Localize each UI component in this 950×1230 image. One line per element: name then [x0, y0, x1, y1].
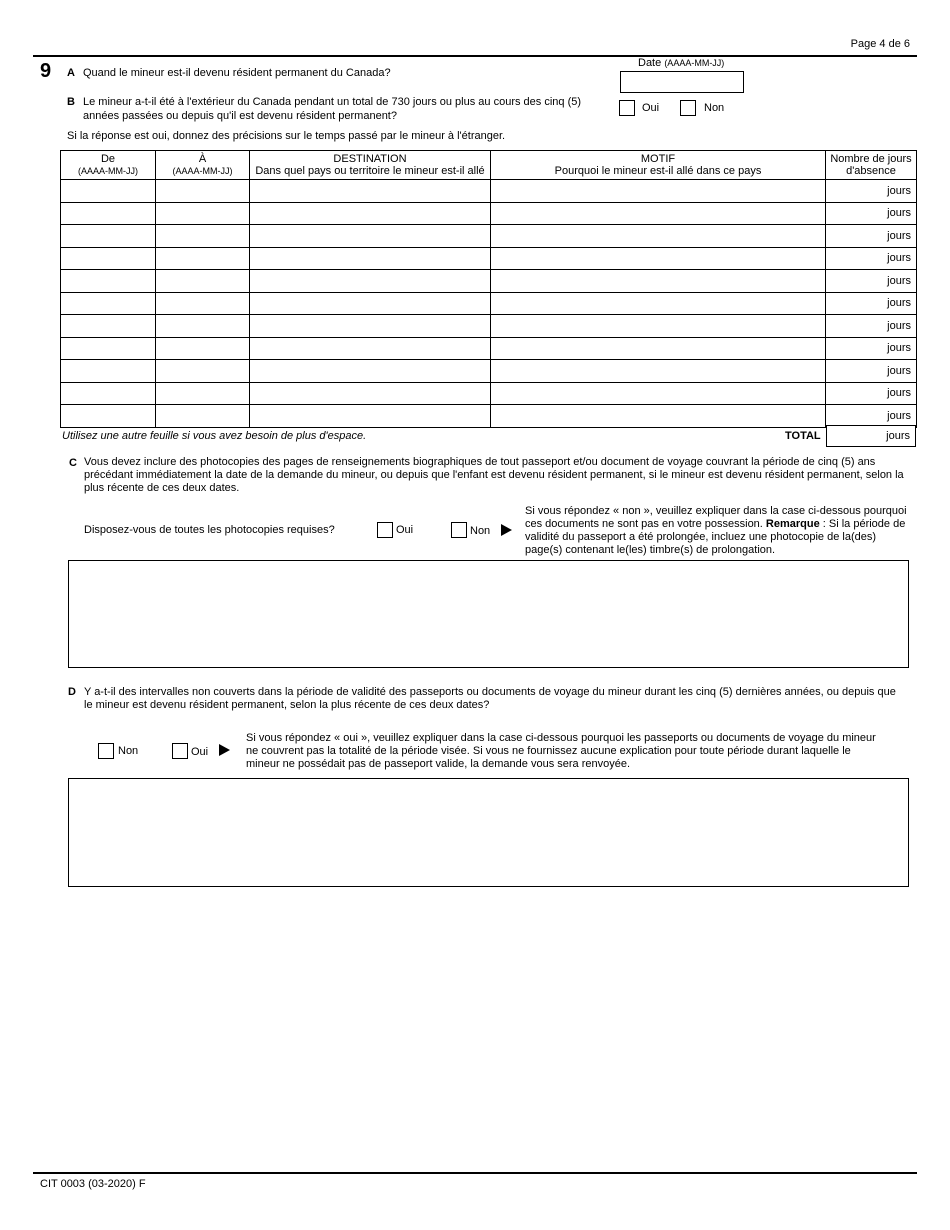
c-explanation-box[interactable] [68, 560, 909, 668]
days-cell[interactable]: jours [826, 247, 917, 270]
c-remark-label: Remarque [765, 518, 820, 530]
section-c-letter: C [69, 457, 77, 469]
details-prompt: Si la réponse est oui, donnez des précisions sur le temps passé par le mineur à l'étranger. [67, 130, 506, 142]
to-date-cell[interactable] [156, 360, 250, 383]
c-non-checkbox[interactable] [451, 522, 467, 538]
reason-cell[interactable] [491, 270, 826, 293]
from-date-cell[interactable] [61, 382, 156, 405]
col-destination-title: DESTINATION [333, 153, 407, 165]
from-date-cell[interactable] [61, 247, 156, 270]
reason-cell[interactable] [491, 382, 826, 405]
section-number: 9 [40, 60, 52, 82]
to-date-cell[interactable] [156, 247, 250, 270]
days-cell[interactable]: jours [826, 270, 917, 293]
date-label [638, 57, 724, 69]
d-arrow-icon [219, 744, 230, 756]
from-date-cell[interactable] [61, 360, 156, 383]
b-oui-label: Oui [642, 102, 660, 114]
destination-cell[interactable] [250, 225, 491, 248]
b-non-label: Non [704, 102, 725, 114]
section-d-text: Y a-t-il des intervalles non couverts dans la période de validité des passeports ou documents de voyage du mineur durant les cinq (5) dernières années, ou depuis que le mineur est devenu résident permanent, selon la plus récente de ces deux dates? [84, 686, 896, 711]
d-oui-label: Oui [191, 746, 209, 758]
form-code: CIT 0003 (03-2020) F [40, 1178, 146, 1190]
b-non-checkbox[interactable] [680, 100, 696, 116]
reason-cell[interactable] [491, 180, 826, 203]
reason-cell[interactable] [491, 202, 826, 225]
d-non-label: Non [118, 745, 139, 757]
destination-cell[interactable] [250, 337, 491, 360]
to-date-cell[interactable] [156, 202, 250, 225]
table-row [61, 405, 917, 428]
col-to-title: À [198, 153, 207, 165]
days-cell[interactable]: jours [826, 292, 917, 315]
reason-cell[interactable] [491, 225, 826, 248]
total-days-input[interactable] [826, 425, 916, 447]
from-date-cell[interactable] [61, 225, 156, 248]
col-days-header [826, 151, 917, 180]
destination-cell[interactable] [250, 292, 491, 315]
page-number: Page 4 de 6 [850, 38, 910, 50]
to-date-cell[interactable] [156, 315, 250, 338]
table-row [61, 315, 917, 338]
table-header-row [61, 151, 917, 180]
c-oui-label: Oui [396, 524, 414, 536]
c-oui-checkbox[interactable] [377, 522, 393, 538]
reason-cell[interactable] [491, 315, 826, 338]
days-cell[interactable]: jours [826, 360, 917, 383]
section-d-letter: D [68, 686, 76, 698]
col-destination-sub: Dans quel pays ou territoire le mineur est-il allé [255, 165, 485, 177]
table-row [61, 292, 917, 315]
section-c-text: Vous devez inclure des photocopies des pages de renseignements biographiques de tout passeport et/ou document de voyage couvrant la période de cinq (5) ans précédant immédiatement la date de la demande du mineur, ou depuis que l'enfant est devenu résident permanent, si le mineur est devenu résident permanent, selon la plus récente de ces deux dates. [84, 456, 904, 494]
days-cell[interactable]: jours [826, 202, 917, 225]
d-explanation-box[interactable] [68, 778, 909, 887]
table-row [61, 180, 917, 203]
col-from-sub: (AAAA-MM-JJ) [78, 166, 138, 176]
col-to-header [156, 151, 250, 180]
to-date-cell[interactable] [156, 225, 250, 248]
b-oui-checkbox[interactable] [619, 100, 635, 116]
to-date-cell[interactable] [156, 405, 250, 428]
destination-cell[interactable] [250, 382, 491, 405]
table-row [61, 337, 917, 360]
days-cell[interactable]: jours [826, 225, 917, 248]
table-row [61, 382, 917, 405]
days-cell[interactable]: jours [826, 315, 917, 338]
col-reason-sub: Pourquoi le mineur est-il allé dans ce pays [554, 165, 762, 177]
from-date-cell[interactable] [61, 315, 156, 338]
col-from-title: De [100, 153, 116, 165]
col-to-sub: (AAAA-MM-JJ) [172, 166, 233, 176]
date-format: (AAAA-MM-JJ) [664, 58, 725, 68]
to-date-cell[interactable] [156, 292, 250, 315]
d-oui-checkbox[interactable] [172, 743, 188, 759]
reason-cell[interactable] [491, 337, 826, 360]
question-a-text: Quand le mineur est-il devenu résident permanent du Canada? [83, 67, 391, 79]
total-days-unit: jours [886, 430, 910, 442]
d-instruction: Si vous répondez « oui », veuillez expliquer dans la case ci-dessous pourquoi les passeports ou documents de voyage du mineur ne couvrent pas la totalité de la période visée. Si vous ne fournissez aucune explication pour toute période durant laquelle le mineur ne possédait pas de passeport valide, la demande vous sera renvoyée. [246, 732, 876, 770]
question-b-line2: années passées ou depuis qu'il est devenu résident permanent? [83, 110, 397, 122]
d-non-checkbox[interactable] [98, 743, 114, 759]
to-date-cell[interactable] [156, 337, 250, 360]
destination-cell[interactable] [250, 315, 491, 338]
total-label: TOTAL [785, 430, 821, 442]
c-question: Disposez-vous de toutes les photocopies requises? [84, 524, 335, 536]
c-instruction [525, 505, 907, 557]
extra-sheet-note: Utilisez une autre feuille si vous avez besoin de plus d'espace. [62, 430, 367, 442]
days-cell[interactable]: jours [826, 337, 917, 360]
table-row [61, 247, 917, 270]
from-date-cell[interactable] [61, 292, 156, 315]
question-b-letter: B [67, 96, 75, 108]
to-date-cell[interactable] [156, 382, 250, 405]
from-date-cell[interactable] [61, 180, 156, 203]
date-label-text: Date [638, 57, 662, 69]
col-reason-title: MOTIF [640, 153, 676, 165]
days-cell[interactable]: jours [826, 405, 917, 428]
reason-cell[interactable] [491, 292, 826, 315]
destination-cell[interactable] [250, 270, 491, 293]
destination-cell[interactable] [250, 360, 491, 383]
from-date-cell[interactable] [61, 202, 156, 225]
from-date-cell[interactable] [61, 337, 156, 360]
table-row [61, 225, 917, 248]
col-from-header [61, 151, 156, 180]
absence-table [60, 150, 917, 428]
c-non-label: Non [470, 525, 491, 537]
destination-cell[interactable] [250, 202, 491, 225]
reason-cell[interactable] [491, 405, 826, 428]
from-date-cell[interactable] [61, 405, 156, 428]
to-date-cell[interactable] [156, 270, 250, 293]
table-row [61, 202, 917, 225]
to-date-cell[interactable] [156, 180, 250, 203]
c-remark-text: : Si la période de validité du passeport a été prolongée, incluez une photocopie de la(des) page(s) contenant le(les) timbre(s) de prolongation. [525, 518, 906, 556]
col-days-sub: d'absence [846, 165, 896, 177]
col-destination-header [250, 151, 491, 180]
question-b-line1: Le mineur a-t-il été à l'extérieur du Canada pendant un total de 730 jours ou plus au cours des cinq (5) [83, 96, 582, 108]
reason-cell[interactable] [491, 360, 826, 383]
destination-cell[interactable] [250, 247, 491, 270]
col-reason-header [491, 151, 826, 180]
c-instruction-text: Si vous répondez « non », veuillez expliquer dans la case ci-dessous pourquoi ces documents ne sont pas en votre possession. [525, 505, 907, 530]
days-cell[interactable]: jours [826, 382, 917, 405]
destination-cell[interactable] [250, 180, 491, 203]
table-row [61, 360, 917, 383]
footer-rule [33, 1172, 917, 1174]
from-date-cell[interactable] [61, 270, 156, 293]
c-arrow-icon [501, 524, 512, 536]
days-cell[interactable]: jours [826, 180, 917, 203]
reason-cell[interactable] [491, 247, 826, 270]
destination-cell[interactable] [250, 405, 491, 428]
col-days-title: Nombre de jours [830, 153, 912, 165]
pr-date-input[interactable] [620, 71, 744, 93]
question-a-letter: A [67, 67, 75, 79]
table-row [61, 270, 917, 293]
header-rule [33, 55, 917, 57]
